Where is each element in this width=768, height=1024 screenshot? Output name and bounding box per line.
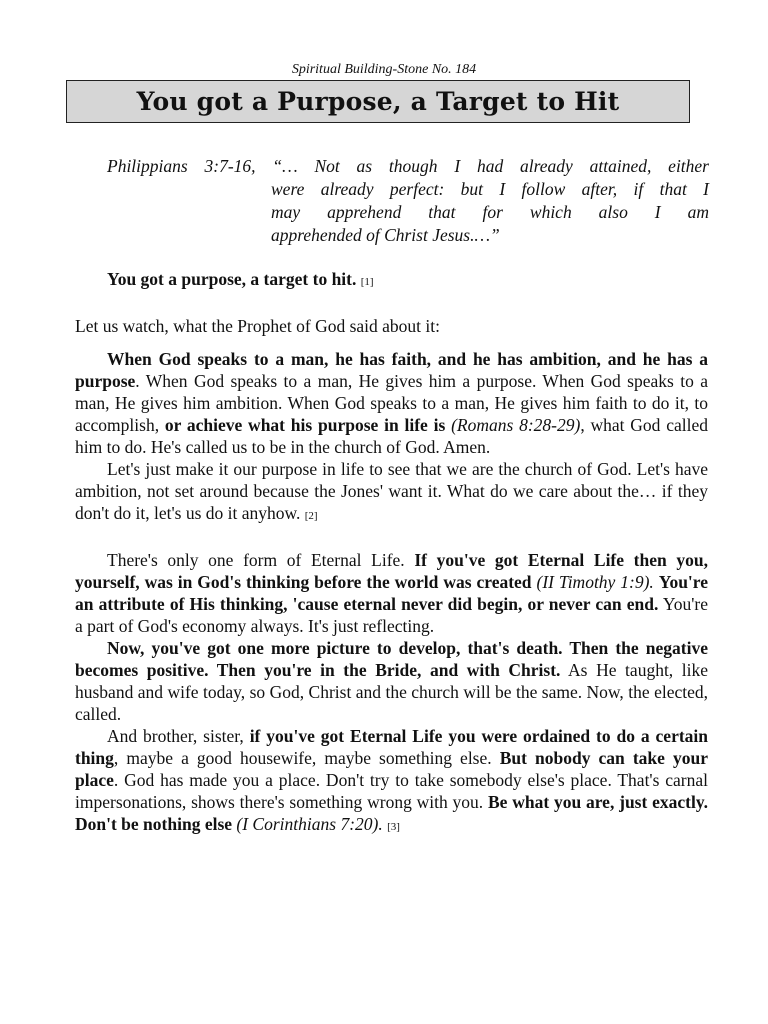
paragraph-1 [75, 348, 708, 458]
page-title: You got a Purpose, a Target to Hit [136, 87, 620, 116]
p5-bold-1: if you've got Eternal Life you were ordained to do a certain thing [75, 726, 709, 768]
p1-text-1: . When God speaks to a man, He gives him a purpose. When God speaks to a man, He gives him ambition. When God speaks to a man, He gives him faith to do it, to accomplish, [75, 371, 708, 435]
paragraph-5 [75, 725, 708, 838]
p5-text-3: . God has made you a place. Don't try to take somebody else's place. That's carnal impersonations, shows there's something wrong with you. [75, 770, 708, 812]
scripture-line-1: Philippians 3:7-16, “… Not as though I had already attained, either [107, 156, 709, 176]
paragraph-4 [75, 637, 708, 725]
series-label: Spiritual Building-Stone No. 184 [291, 62, 477, 77]
p5-text-2: , maybe a good housewife, maybe something else. [113, 748, 500, 768]
body-text [75, 268, 708, 838]
p5-bold-3: Be what you are, just exactly. Don't be nothing else [75, 792, 709, 834]
p5-bold-2: But nobody can take your place [75, 748, 708, 790]
p1-text-2: , what God called him to do. He's called us to be in the church of God. Amen. [75, 415, 708, 457]
scripture-line-4: apprehended of Christ Jesus.…” [271, 225, 500, 245]
p2-text: Let's just make it our purpose in life to see that we are the church of God. Let's have ambition, not set around because the Jones' want it. What do we care about the… if they don't do it, let's us do it anyhow. [75, 459, 708, 523]
footnote-ref-3: [3] [387, 821, 400, 833]
scripture-line-3: may apprehend that for which also I am [271, 202, 709, 222]
p5-text-1: And brother, sister, [107, 726, 250, 746]
footnote-ref-2: [2] [304, 510, 318, 522]
p4-text-1: As He taught, like husband and wife today, so God, Christ and the church will be the same. Now, the elected, called. [75, 660, 708, 724]
p5-ref: (I Corinthians 7:20). [236, 814, 383, 834]
p1-bold-2: or achieve what his purpose in life is [164, 415, 446, 435]
p1-ref: (Romans 8:28-29) [451, 415, 581, 435]
title-banner [66, 80, 690, 123]
scripture-line-2: were already perfect: but I follow after, if that I [271, 179, 709, 199]
p3-ref: (II Timothy 1:9). [536, 572, 654, 592]
intro-paragraph [75, 268, 708, 293]
paragraph-3 [75, 549, 708, 637]
spacer [75, 337, 708, 348]
p4-bold-1: Now, you've got one more picture to develop, that's death. Then the negative becomes positive. Then you're in the Bride, and with Christ. [75, 638, 708, 680]
p3-bold-2: You're an attribute of His thinking, 'cause eternal never did begin, or never can end. [75, 572, 709, 614]
p3-text-2: You're a part of God's economy always. It's just reflecting. [75, 594, 708, 636]
p3-text-1: There's only one form of Eternal Life. [107, 550, 415, 570]
p3-bold-1: If you've got Eternal Life then you, yourself, was in God's thinking before the world was created [75, 550, 708, 592]
prophet-line: Let us watch, what the Prophet of God said about it: [75, 316, 440, 336]
intro-lead: You got a purpose, a target to hit. [107, 269, 357, 289]
p1-bold-1: When God speaks to a man, he has faith, and he has ambition, and he has a purpose [75, 349, 708, 391]
footnote-ref-1: [1] [360, 276, 374, 288]
spacer [75, 527, 708, 549]
scripture-quote [107, 155, 709, 247]
paragraph-2 [75, 458, 708, 527]
spacer [75, 293, 708, 315]
